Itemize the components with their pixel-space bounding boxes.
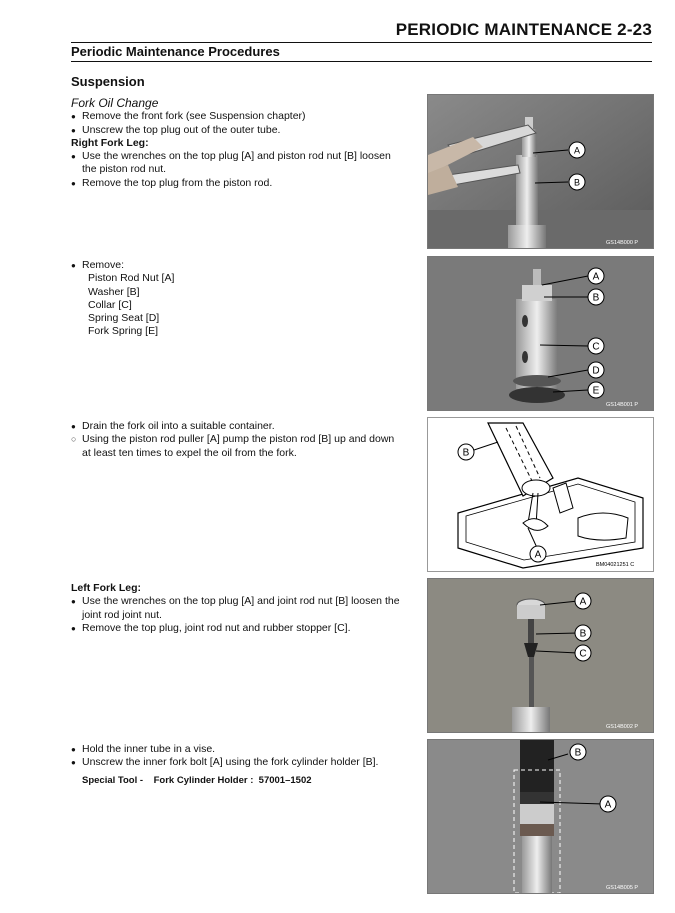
figure-4-callout: A (579, 596, 587, 608)
step-remove-top-plug: ● Remove the top plug from the piston rod. (71, 177, 416, 190)
figure-1-callout: B (573, 177, 581, 188)
remove-item: Collar [C] (88, 298, 132, 311)
section-title: Periodic Maintenance Procedures (71, 44, 280, 59)
special-tool-line (71, 774, 416, 787)
figure-1-code: GS14B000 P (606, 240, 639, 246)
right-fork-leg-heading: Right Fork Leg: (71, 136, 149, 149)
step-pump-rod: ○ Using the piston rod puller [A] pump the piston rod [B] up and down (71, 433, 416, 446)
figure-1-photo (427, 94, 654, 249)
remove-item: Washer [B] (88, 285, 140, 298)
figure-5-callout: A (604, 799, 612, 811)
step-unscrew-bolt: ● Unscrew the inner fork bolt [A] using the fork cylinder holder [B]. (71, 756, 416, 769)
figure-4-callout: B (579, 628, 587, 640)
figure-2-code: GS14B001 P (606, 402, 639, 408)
step-pump-rod-cont: at least ten times to expel the oil from the fork. (82, 446, 297, 459)
figure-5-photo (427, 739, 654, 894)
step-unscrew-top-plug: ● Unscrew the top plug out of the outer tube. (71, 124, 416, 137)
remove-item: Piston Rod Nut [A] (88, 272, 175, 285)
section-rule (71, 61, 652, 62)
page-header-title: PERIODIC MAINTENANCE 2-23 (395, 20, 652, 39)
figure-3-code: BM04021251 C (596, 562, 635, 568)
figure-3-drawing (427, 417, 654, 572)
text-block-1 (71, 97, 416, 190)
figure-5-callout: B (574, 747, 582, 759)
figure-2-photo (427, 256, 654, 411)
header-rule (71, 42, 652, 43)
special-tool-label: Special Tool - (82, 774, 144, 786)
figure-4-code: GS14B002 P (606, 724, 639, 730)
text-block-2 (71, 259, 416, 339)
figure-2-callout: C (592, 341, 600, 353)
figure-2-callout: D (592, 365, 600, 377)
step-remove-front-fork: ● Remove the front fork (see Suspension chapter) (71, 110, 416, 123)
figure-2-callout: B (592, 292, 600, 304)
step-hold-tube: ● Hold the inner tube in a vise. (71, 743, 416, 756)
step-drain-oil: ● Drain the fork oil into a suitable container. (71, 420, 416, 433)
special-tool-name: Fork Cylinder Holder : (153, 774, 254, 786)
figure-2-callout: A (592, 271, 600, 283)
figure-4-callout: C (579, 648, 587, 660)
figure-4-photo (427, 578, 654, 733)
step-left-wrenches: ● Use the wrenches on the top plug [A] and joint rod nut [B] loosen the (71, 595, 416, 608)
step-use-wrenches-cont: the piston rod nut. (82, 163, 167, 176)
subsection-title: Suspension (71, 74, 145, 89)
figure-5-code: GS14B005 P (606, 885, 639, 891)
text-block-4 (71, 582, 416, 635)
figure-3-callout: B (462, 447, 470, 459)
text-block-3 (71, 420, 416, 460)
left-fork-leg-heading: Left Fork Leg: (71, 582, 141, 594)
step-left-wrenches-cont: joint rod joint nut. (82, 608, 162, 621)
step-remove-stopper: ● Remove the top plug, joint rod nut and rubber stopper [C]. (71, 622, 416, 635)
fork-oil-change-heading: Fork Oil Change (71, 96, 159, 110)
figure-1-callout: A (573, 145, 581, 156)
remove-item: Spring Seat [D] (88, 312, 160, 325)
special-tool-number: 57001–1502 (258, 774, 312, 786)
text-block-5 (71, 743, 416, 787)
remove-item: Fork Spring [E] (88, 325, 159, 338)
step-use-wrenches: ● Use the wrenches on the top plug [A] and piston rod nut [B] loosen (71, 150, 416, 163)
figure-2-callout: E (592, 385, 600, 397)
remove-label: ● Remove: (71, 259, 416, 272)
figure-3-callout: A (534, 549, 542, 561)
